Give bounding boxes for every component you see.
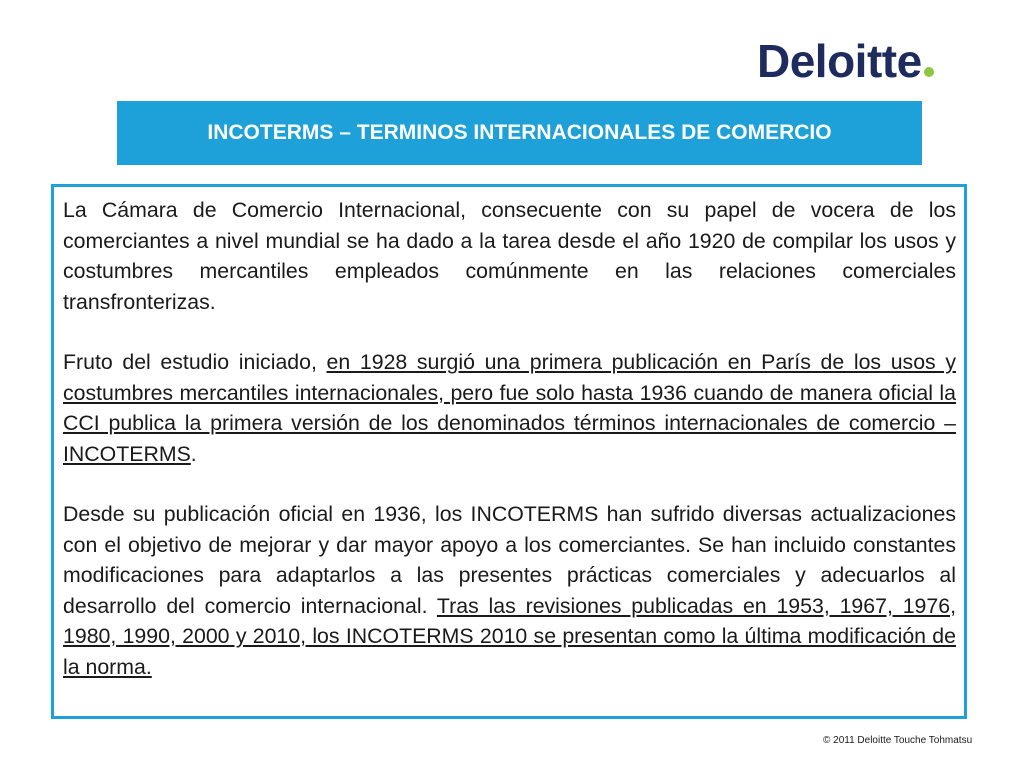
- page-title: INCOTERMS – TERMINOS INTERNACIONALES DE COMERCIO: [207, 121, 832, 144]
- paragraph-2-end: .: [190, 441, 197, 466]
- logo-text: Deloitte: [757, 35, 922, 87]
- paragraph-2-underlined: en 1928 surgió una primera publicación en París de los usos y costumbres mercantiles internacionales, pero fue solo hasta 1936 cuando de manera oficial la CCI publica la primera versión de los denominados términos internacionales de comercio – INCOTERMS: [63, 350, 956, 466]
- paragraph-3-underlined: Tras las revisiones publicadas en 1953, 1967, 1976, 1980, 1990, 2000 y 2010, los INCOTERMS 2010 se presentan como la última modificación de la norma.: [63, 593, 956, 679]
- paragraph-3-text: Desde su publicación oficial en 1936, los INCOTERMS han sufrido diversas actualizaciones con el objetivo de mejorar y dar mayor apoyo a los comerciantes. Se han incluido constantes modificaciones para adaptarlos a las presentes prácticas comerciales y adecuarlos al desarrollo del comercio internacional.: [63, 502, 956, 618]
- copyright-footer: © 2011 Deloitte Touche Tohmatsu: [823, 735, 973, 746]
- title-banner: [117, 101, 922, 165]
- deloitte-logo: [757, 35, 934, 87]
- paragraph-1: La Cámara de Comercio Internacional, consecuente con su papel de vocera de los comerciantes a nivel mundial se ha dado a la tarea desde el año 1920 de compilar los usos y costumbres mercantiles empleados comúnmente en las relaciones comerciales transfronterizas.: [63, 198, 956, 314]
- paragraph-2-text: Fruto del estudio iniciado,: [63, 350, 327, 374]
- paragraph-2: [63, 347, 956, 469]
- content-box: [51, 184, 967, 719]
- logo-dot-icon: [924, 67, 934, 77]
- paragraph-3: [63, 499, 956, 682]
